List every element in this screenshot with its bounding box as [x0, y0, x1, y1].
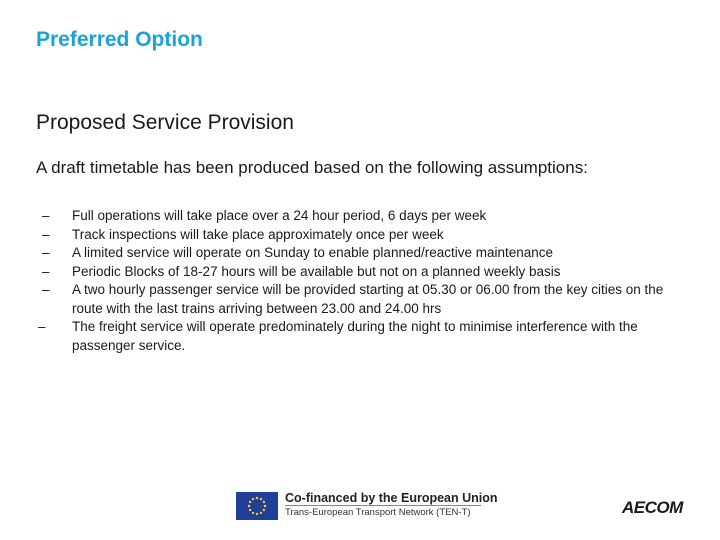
- slide-title: Preferred Option: [36, 28, 203, 51]
- aecom-logo: AECOM: [622, 498, 683, 517]
- list-item: [42, 244, 692, 263]
- list-item-text: Track inspections will take place approximately once per week: [72, 226, 444, 242]
- dash-marker: –: [42, 208, 50, 223]
- dash-marker: –: [42, 245, 50, 260]
- list-item: [38, 318, 692, 355]
- divider: [285, 505, 481, 506]
- list-item: [42, 226, 692, 245]
- eu-cofinanced-text: Co-financed by the European Union: [285, 491, 498, 505]
- dash-marker: –: [38, 319, 46, 334]
- dash-marker: –: [42, 282, 50, 297]
- list-item-text: The freight service will operate predominately during the night to minimise interference with the passenger service.: [72, 319, 638, 353]
- ten-t-text: Trans-European Transport Network (TEN-T): [285, 507, 471, 518]
- footer: [0, 486, 720, 526]
- assumptions-list: [38, 207, 692, 355]
- list-item: [42, 281, 692, 318]
- list-item-text: A limited service will operate on Sunday to enable planned/reactive maintenance: [72, 245, 554, 260]
- section-heading: Proposed Service Provision: [36, 111, 294, 134]
- intro-text: A draft timetable has been produced based on the following assumptions:: [36, 158, 588, 177]
- dash-marker: –: [42, 263, 50, 279]
- eu-stars-icon: [236, 492, 278, 520]
- list-item: [42, 207, 692, 226]
- list-item-text: Periodic Blocks of 18-27 hours will be available but not on a planned weekly basis: [72, 263, 561, 279]
- dash-marker: –: [42, 226, 50, 242]
- list-item-text: Full operations will take place over a 24 hour period, 6 days per week: [72, 208, 487, 223]
- eu-flag-icon: [236, 492, 278, 520]
- list-item-text: A two hourly passenger service will be provided starting at 05.30 or 06.00 from the key cities on the route with the last trains arriving between 23.00 and 24.00 hrs: [72, 282, 664, 316]
- list-item: [42, 263, 692, 282]
